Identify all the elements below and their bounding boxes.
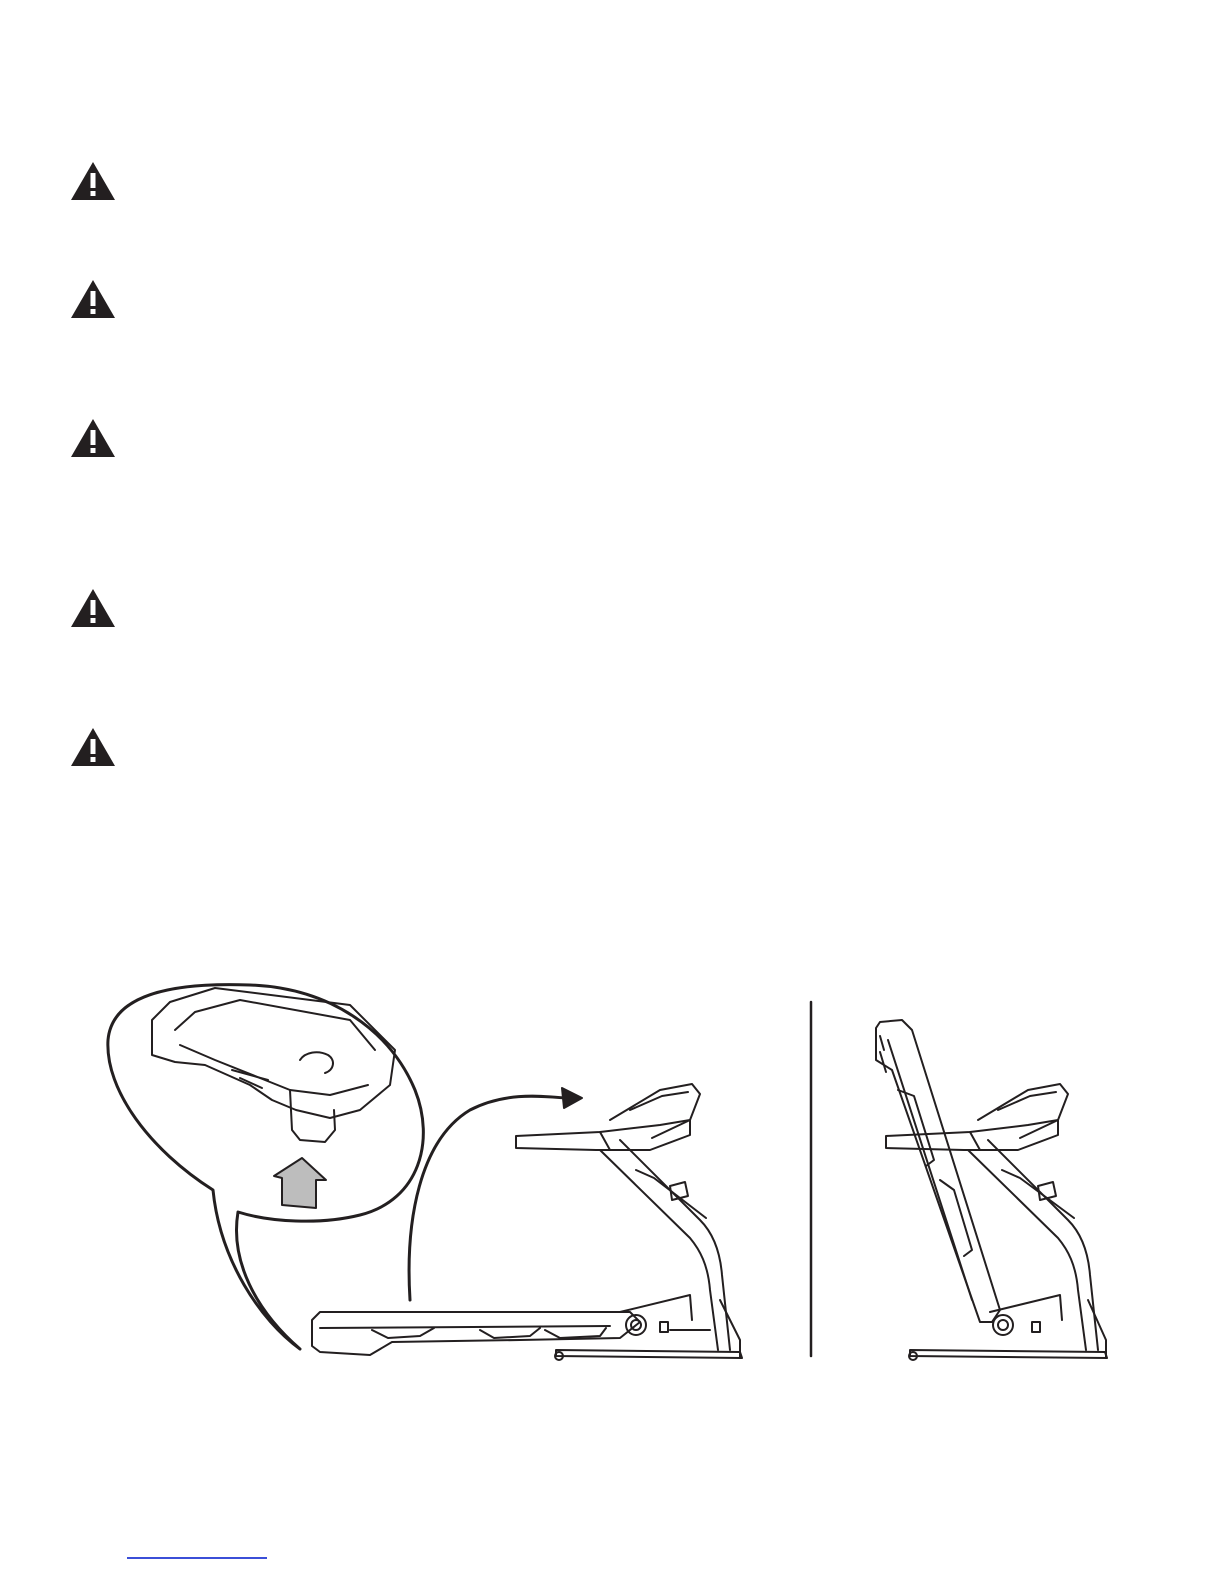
warning-triangle-icon xyxy=(70,278,116,320)
warning-triangle-icon xyxy=(70,726,116,768)
warning-triangle-icon xyxy=(70,587,116,629)
treadmill-flat xyxy=(312,1084,742,1360)
warning-triangle-icon xyxy=(70,160,116,202)
deck-detail-callout xyxy=(108,985,423,1349)
treadmill-folding-illustration xyxy=(100,980,1140,1400)
warning-triangle-icon xyxy=(70,417,116,459)
footer-link-rule xyxy=(127,1557,267,1559)
treadmill-folded xyxy=(876,1020,1107,1360)
